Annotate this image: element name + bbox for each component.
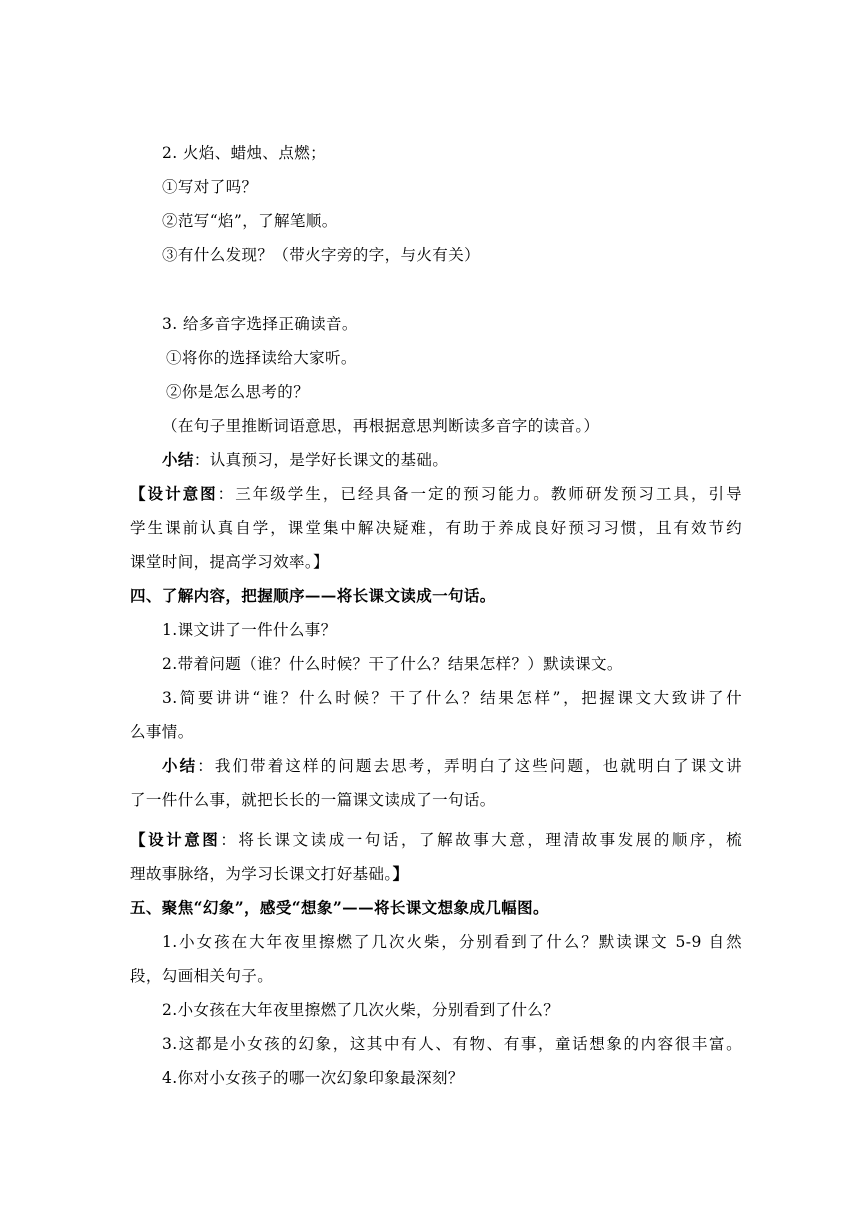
design-intent-2-line-2: 理故事脉络，为学习长课文打好基础。】 [130,864,409,883]
item3-note: （在句子里推断词语意思，再根据意思判断读多音字的读音。） [162,417,600,435]
section-4-item-3-line-1: 3.简要讲讲“谁？什么时候？干了什么？结果怎样”，把握课文大致讲了什 [162,689,742,707]
summary-2-label: 小结 [162,756,198,775]
section-4-item-1: 1.课文讲了一件什么事？ [162,621,337,639]
section-5-heading: 五、聚焦“幻象”，感受“想象”——将长课文想象成几幅图。 [130,898,549,917]
summary-2-line-2: 了一件什么事，就把长长的一篇课文读成了一句话。 [130,791,496,809]
section-4-item-2: 2.带着问题（谁？什么时候？干了什么？结果怎样？）默读课文。 [162,655,623,673]
section-5-item-4: 4.你对小女孩子的哪一次幻象印象最深刻？ [162,1069,464,1087]
item2-question-1: ①写对了吗？ [162,178,258,196]
design-intent-2-label: 【设计意图 [130,830,221,849]
section-4-item-3-line-2: 么事情。 [130,723,194,741]
section-4-heading: 四、了解内容，把握顺序——将长课文读成一句话。 [130,586,496,605]
section-5-item-2: 2.小女孩在大年夜里擦燃了几次火柴，分别看到了什么？ [162,1001,560,1019]
item2-question-3: ③有什么发现？（带火字旁的字，与火有关） [162,246,481,264]
design-intent-1-line-2: 学生课前认真自学，课堂集中解决疑难，有助于养成良好预习习惯，且有效节约 [130,519,742,537]
summary-1-text: ：认真预习，是学好长课文的基础。 [193,451,449,469]
design-intent-1-line-3: 课堂时间，提高学习效率。】 [130,553,329,571]
item3-title: 3. 给多音字选择正确读音。 [162,315,358,333]
design-intent-1-line-1: 【设计意图：三年级学生，已经具备一定的预习能力。教师研发预习工具，引导 [130,484,742,503]
item3-question-2: ②你是怎么思考的？ [166,383,310,401]
item2-question-2: ②范写“焰”，了解笔顺。 [162,212,338,230]
summary-2-line-1: 小结：我们带着这样的问题去思考，弄明白了这些问题，也就明白了课文讲 [162,756,742,775]
summary-1 [162,450,448,470]
design-intent-2-close: 】 [392,864,409,883]
design-intent-2-line-1: 【设计意图：将长课文读成一句话，了解故事大意，理清故事发展的顺序，梳 [130,830,742,849]
summary-1-label: 小结 [162,450,194,469]
item3-question-1: ①将你的选择读给大家听。 [166,349,357,367]
item2-title: 2. 火焰、蜡烛、点燃； [162,144,327,162]
design-intent-1-label: 【设计意图 [130,484,218,503]
section-5-item-1-line-1: 1.小女孩在大年夜里擦燃了几次火柴，分别看到了什么？默读课文 5-9 自然 [162,933,742,951]
section-5-item-1-line-2: 段，勾画相关句子。 [130,967,274,985]
section-5-item-3: 3.这都是小女孩的幻象，这其中有人、有物、有事，童话想象的内容很丰富。 [162,1035,742,1053]
